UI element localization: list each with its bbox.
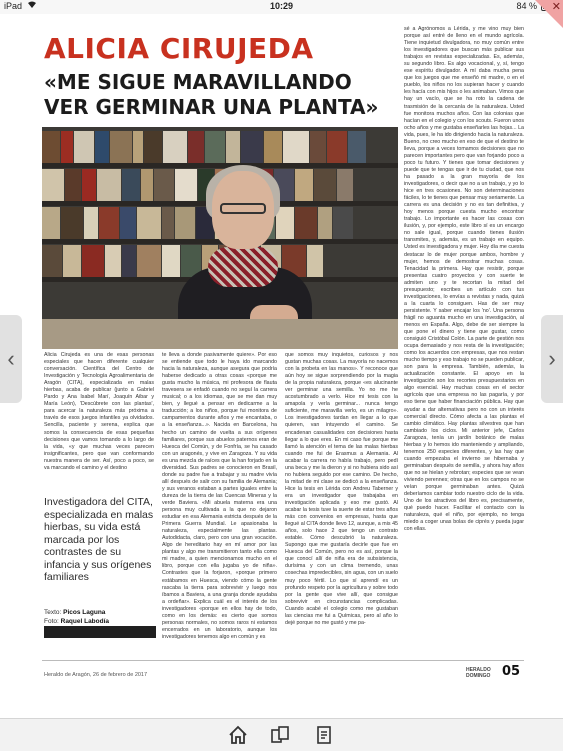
- footer-logo: HERALDO DOMINGO: [466, 667, 491, 679]
- next-page-button[interactable]: [541, 315, 563, 403]
- credit-text-name: Picos Laguna: [63, 609, 106, 616]
- headline-quote: «ME SIGUE MARAVILLANDO VER GERMINAR UNA PLANTA»: [44, 70, 379, 119]
- bookmark-icon[interactable]: [312, 723, 336, 747]
- article-column-2: [162, 352, 277, 658]
- credit-photo-label: Foto:: [44, 618, 59, 625]
- article-column-3: [285, 352, 398, 658]
- pages-icon[interactable]: [268, 723, 292, 747]
- credit-photo-name: Raquel Labodía: [60, 618, 110, 625]
- credit-rule: [44, 626, 156, 638]
- portrait-photo: [42, 127, 398, 349]
- footer-divider: [42, 660, 524, 661]
- article-column-4: [404, 26, 524, 658]
- close-icon[interactable]: ✕: [551, 1, 561, 13]
- column-3-text: que somos muy inquietos, curiosos y nos gustan muchas cosas. La mayoría no nacemos con la probeta en las manos». Y reconoce que aún hoy se sigue sorprendiendo por la magia de la propia naturaleza, porque «es alucinante ver germinar una semilla. Yo no me he acostumbrado a verlo. Hice mi tesis con la amapola y verla germinar... nunca tengo suficiente, me maravilla verlo, es un milagro». Los investigadores tardan en llegar a lo que quieren, van intuyendo el camino. Se encadenan casualidades con decisiones hasta llegar a lo que eres. En mi caso fue porque me llamó la atención el tema de las malas hierbas cuando me fui de Erasmus a Alemania. Al acabar la carrera no había trabajo, pero pedí una beca y me la dieron y si no hubiera sido así no hubiera seguido por ese camino. De hecho, la mitad de mi clase se dedicó a la enseñanza. Hice la tesis en Lérida con Andreu Taberner y era un investigador que trabajaba en investigación aplicada y eso me gustó. Al acabar la tesis tuve la suerte de estar tres años más con convenios en empresas, hasta que llegué al CITA donde llevo 12, aunque, a mis 45 años, solo hace 2 que tengo un contrato estable. Cómo descubrió la naturaleza. Supongo que me gustaría decirle que fue en Huesca del Común, pero no es así, porque la que conocí allí de niña era de subsistencia, durísima y con un clima tremendo, unas cosechas impredecibles, sin agua, con un suelo muy poco fértil. Lo que sí aprendí es un profundo respeto por la agricultura y sobre todo por la gente que vive allí, que consigue sobrevivir en circunstancias complicadas. Cuando acabé el colegio como me gustaban las ciencias me fui a Químicas, pero al año lo dejé porque no me gustó y me pa-: [285, 352, 398, 626]
- previous-page-button[interactable]: [0, 315, 22, 403]
- chevron-right-icon: ›: [548, 346, 556, 371]
- newspaper-page: [40, 22, 528, 690]
- home-icon[interactable]: [226, 723, 250, 747]
- bottom-toolbar: [0, 718, 563, 751]
- chevron-left-icon: ‹: [7, 346, 15, 371]
- credits: [44, 608, 156, 626]
- credit-text-label: Texto:: [44, 609, 62, 616]
- column-2-text: te lleva a donde pasivamente quiere». Por eso se entiende que todo le haya ido marcando hacia la naturaleza, aunque asegura que podría haberse dedicado a otras cosas «porque me gusta mucho la música, mi profesora de flauta travesera se enfadó cuando no seguí la carrera musical; o a los idiomas, que se me dan muy bien, y llegué a pensar en dedicarme a la traducción; a los niños, porque fui monitora de campamentos durante años y me encantaba, o a la enseñanza...». Nacida en Barcelona, ha hecho un camino de vuelta a sus orígenes familiares, porque sus abuelos paternos eran de Huesca del Común, y de Fonfría, se ha casado con un aragonés, y vive en Zaragoza. Y su vida es una mezcla de raíces que la han forjado en la diversidad. Sus padres se conocieron en Brasil, donde su padre fue a trabajar y su madre vivía allí después de salir con su familia de Alemania; y sus veranos estaban a partes iguales entre la dureza de la tierra de las Cuencas Mineras y la verde Baviera. «Mi abuela materna era una persona muy cultivada a la que no dejaron estudiar en esa Alemania estricta después de la Primera Guerra Mundial. Le apasionaba la naturaleza, especialmente las plantas. Autodidacta, claro, pero con una gran vocación. Algo de hereditario hay en mí amor por las plantas y algo me transmitieron tanto ella como mi madre, a quien mencionamos mucho en el libro, porque con ella jugaba yo de niña». Contrastes que la forjaron, «porque primero estábamos en Huesca, viendo cómo la gente rascaba la tierra para sobrevivir y luego nos íbamos a Baviera, a una granja donde ayudaba a ordeñar». Explica cuál es el interés de los investigadores «porque en ellos hay de todo, como en los demás: es cierto que somos personas normales, no somos raros ni estamos encerrados en un laboratorio, aunque los investigadores tenemos algo en común y es: [162, 352, 277, 640]
- column-1-text: Alicia Cirujeda es una de esas personas especiales que hacen diferente cualquier conversación. Científica del Centro de Investigación y Tecnología Agroalimentaria de Aragón (CITA), especializada en malas hierbas, acaba de publicar (junto a Gabriel Pardo y Ana Isabel Marí, Joaquín Aibar y María León), 'Descúbrete con las plantas', para acercar la naturaleza más próxima a través de esos juegos infantiles ya olvidados. Sencilla, paciente y serena, explica que somos la consecuencia de esas pequeñas decisiones que vamos tomando a lo largo de la vida, «y que muchas veces parecen insignificantes, pero que van conformando nuestra manera de ser. Así, poco a poco, se va marcando el camino y el destino: [44, 352, 154, 471]
- page-number: 05: [502, 664, 521, 679]
- column-4-text: sé a Agrónomos a Lérida, y me vino muy bien porque así entré de lleno en el mundo agrícola. Tiene inquietud divulgadora, no muy común entre los investigadores que buscan más publicar sus trabajos en revistas especializadas. Es, además, su segundo libro. Es algo vocacional, y, sí, tengo ese espíritu divulgador. A mí daba mucha pena que los juegos que me enseñó mi madre, o en el pueblo, los niños no los supieran hacer y cuando les hacía con mis hijos o les animaban. Vimos que hay un vacío, que se ha roto la cadena de trasmisión de la cercanía de la naturaleza. Usted fue monitora muchos años. Con las colonias que hacían en el colegio y con los scouts. Fueron unos ocho años y me gustaba enseñarles las hojas... La vida, pues, le ha ido dirigiendo hacia la naturaleza. Bueno, no creo mucho en eso de que el destino te lleva, porque a veces tomamos decisiones que no parecen importantes pero que van forjando poco a poco tu futuro. Y tienes que tomar decisiones y puede que te tengas que ir de tu ciudad, que nos ha pasado a la gran mayoría de los investigadores, o decir que no a un trabajo, y yo lo hice en tres ocasiones. No son determinaciones fáciles, lo te tienes que pensar muy seriamente. La carrera es una decisión y no es tan definitiva, y hoy menos porque cuesta mucho encontrar trabajo. Lo importante es hacer las cosas con ilusión, y, por ejemplo, este libro sí es un encargo no sale igual, porque cuando tienes ilusión transmites, y, además, es un trabajo en equipo. Usted es investigadora y mujer. Hoy día me cuesta destacar lo de mujer porque ambos, hombre y mujer, hemos de demostrar muchas cosas. Tenacidad la primera. Hay que resistir, porque presentas cuatro proyectos y con suerte te admiten uno y te recortan la mitad del presupuesto; escribes un artículo con tus investigaciones, lo envías a revistas y nada, quizá a la cuarta lo consiguen. Has de ser muy persistente. Y saber encajar los 'no'. Una persona frágil no aguanta mucho en una investigación, al menos en España. Algo, debe de ser siempre la que pone el dinero y tiene que gustar, como consiguió Cristóbal Colón. La parte de gestión nos ocupa demasiado y nos resta de la investigación; como los acuerdos con empresas, que nos restan mucho tiempo y eso trabajo no se pueden publicar, son para la empresa. También, además, la actualización constante. El apoyo en la investigación son los recortes presupuestarios en algo esencial. Hay muchas cosas en el sector agrícola que una empresa no las pagaría, y por eso tiene que haber financiación pública. Hay que ayudar a dar alternativas pero no con un interés comercial directo. Cómo afecta a las plantas el cambio climático. Hay plantas silvestres que han cambiado los ciclos. Mi anterior jefe, Carlos Zaragoza, tenía un jardín botánico de malas hierbas y lo hemos ido manteniendo y ampliando, tenemos 250 especies diferentes, y las hay que cuando empezaba el invierno se hibernaba y germinaban después de semilla, y ahora hay años que no se hielan y rebrotan; especies que se vean viviendo perennes; otras que en los campos no se veían porque germinaban antes. Quizá deberíamos cambiar todo nuestro ciclo de la vida. Uno de los atractivos del libro es, precisamente, qué puedo hacer. Facilitar el contacto con la naturaleza, qué el niño, por ejemplo, no tenga miedo a coger unas bolas de ciprés y pueda jugar con ellas.: [404, 26, 524, 533]
- footer-source: Heraldo de Aragón, 26 de febrero de 2017: [44, 672, 148, 678]
- battery-percentage: 84 %: [516, 1, 537, 11]
- clock: 10:29: [269, 1, 294, 11]
- carrier-label: iPad: [4, 1, 23, 11]
- article-column-1: [44, 352, 154, 489]
- bookshelf: [42, 131, 398, 163]
- headline-name: ALICIA CIRUJEDA: [44, 32, 314, 65]
- pull-quote: Investigadora del CITA, especializada en malas hierbas, su vida está marcada por los contrastes de su infancia y sus orígenes familiares: [44, 496, 154, 583]
- status-bar: [0, 0, 563, 14]
